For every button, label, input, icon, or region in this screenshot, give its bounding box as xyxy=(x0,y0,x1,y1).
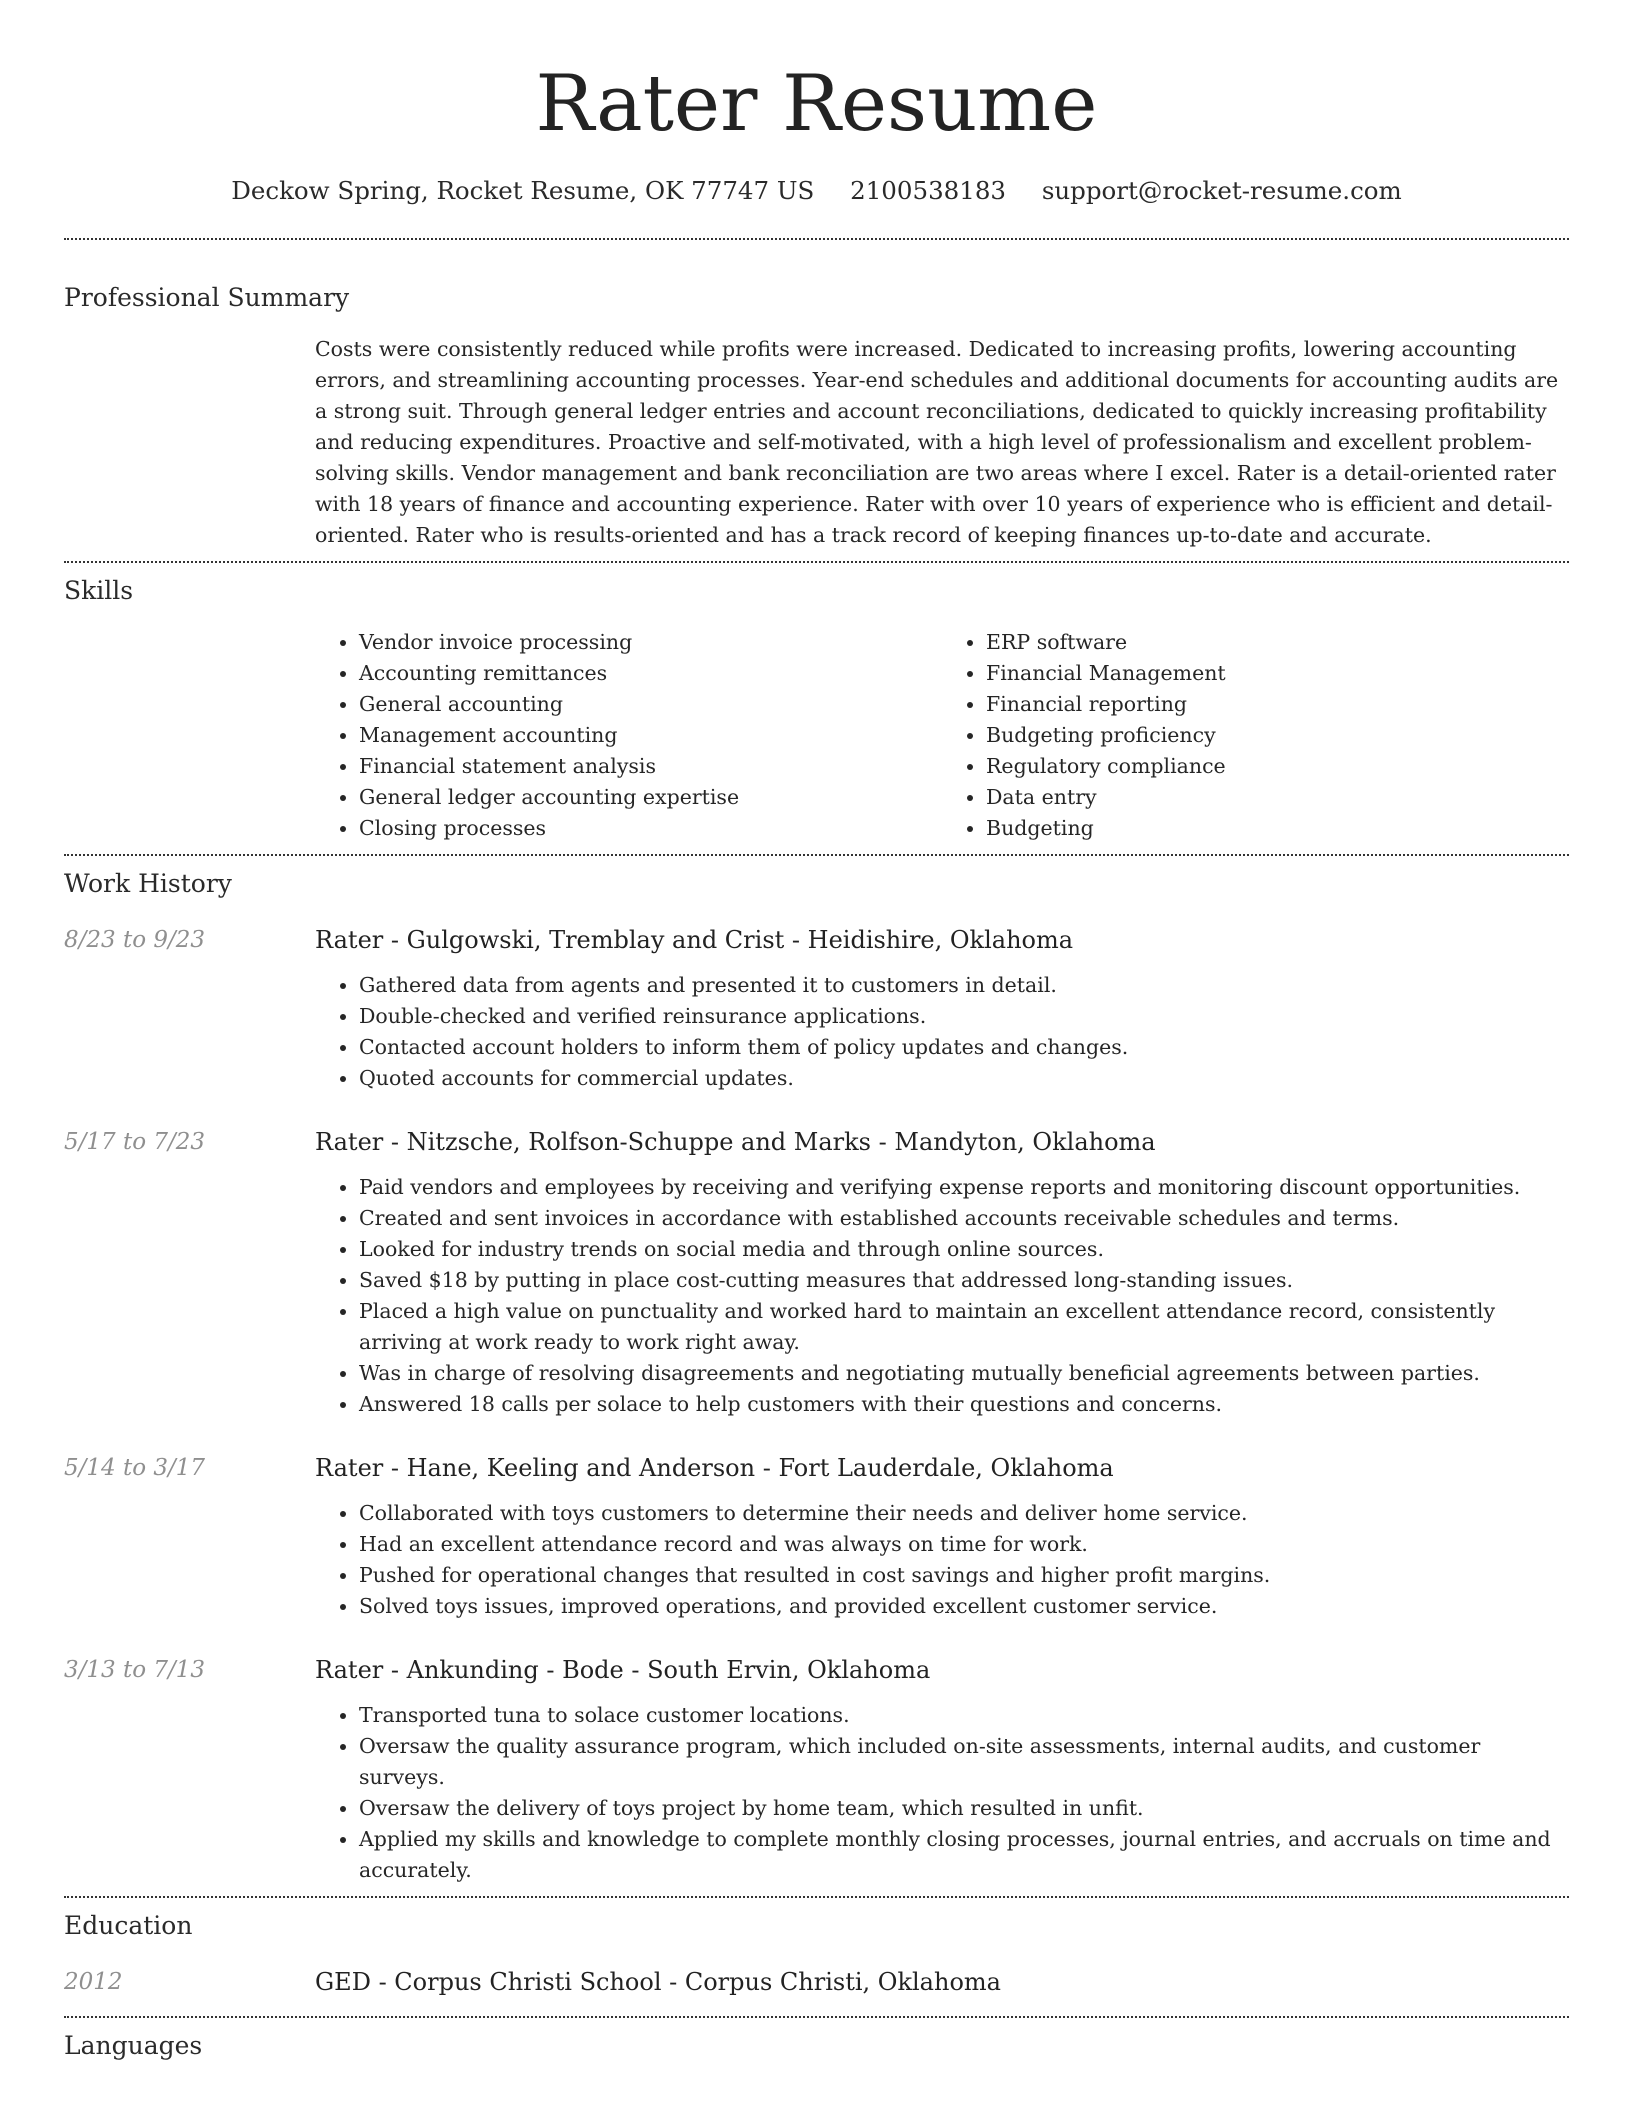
skill-item: • Management accounting xyxy=(359,720,942,751)
job-bullet: • Solved toys issues, improved operations, and provided excellent customer service. xyxy=(359,1591,1569,1622)
job-date: 5/17 to 7/23 xyxy=(64,1129,206,1155)
skill-item: • Closing processes xyxy=(359,813,942,844)
skill-item: • Accounting remittances xyxy=(359,658,942,689)
summary-text: Costs were consistently reduced while profits were increased. Dedicated to increasing profits, lowering accounting errors, and streamlining accounting processes. Year-end schedules and additional documents for accounting audits are a strong suit. Through general ledger entries and account reconciliations, dedicated to quickly increasing profitability and reducing expenditures. Proactive and self-motivated, with a high level of professionalism and excellent problem-solving skills. Vendor management and bank reconciliation are two areas where I excel. Rater is a detail-oriented rater with 18 years of finance and accounting experience. Rater with over 10 years of experience who is efficient and detail-oriented. Rater who is results-oriented and has a track record of keeping finances up-to-date and accurate. xyxy=(315,337,1559,547)
skills-title: Skills xyxy=(64,576,134,605)
languages-title: Languages xyxy=(64,2031,203,2060)
skill-item: • General ledger accounting expertise xyxy=(359,782,942,813)
summary-title: Professional Summary xyxy=(64,283,350,312)
job-title: Rater - Ankunding - Bode - South Ervin, Oklahoma xyxy=(315,1656,931,1684)
job-bullet: • Quoted accounts for commercial updates. xyxy=(359,1063,1569,1094)
job-bullet: • Transported tuna to solace customer locations. xyxy=(359,1700,1569,1731)
education-year: 2012 xyxy=(64,1969,123,1995)
job-bullets xyxy=(315,1498,1569,1622)
job-entry xyxy=(64,1450,1569,1622)
contact-email: support@rocket-resume.com xyxy=(1041,176,1402,205)
divider xyxy=(64,561,1569,563)
skills-list-left xyxy=(315,627,942,844)
skill-item: • ERP software xyxy=(986,627,1569,658)
job-title: Rater - Gulgowski, Tremblay and Crist - Heidishire, Oklahoma xyxy=(315,926,1074,954)
resume-name: Rater Resume xyxy=(535,59,1098,149)
skills-list-right xyxy=(942,627,1569,844)
job-bullet: • Had an excellent attendance record and was always on time for work. xyxy=(359,1529,1569,1560)
education-section xyxy=(64,1908,1569,2002)
job-bullet: • Placed a high value on punctuality and worked hard to maintain an excellent attendance record, consistently arriving at work ready to work right away. xyxy=(359,1296,1569,1358)
work-title: Work History xyxy=(64,869,232,898)
education-title: Education xyxy=(64,1911,193,1940)
job-bullet: • Looked for industry trends on social media and through online sources. xyxy=(359,1234,1569,1265)
job-bullet: • Collaborated with toys customers to determine their needs and deliver home service. xyxy=(359,1498,1569,1529)
skill-item: • General accounting xyxy=(359,689,942,720)
job-bullet: • Double-checked and verified reinsurance applications. xyxy=(359,1001,1569,1032)
skills-columns xyxy=(315,627,1569,844)
job-bullets xyxy=(315,970,1569,1094)
job-entry xyxy=(64,1124,1569,1420)
job-bullet: • Pushed for operational changes that resulted in cost savings and higher profit margins. xyxy=(359,1560,1569,1591)
job-title: Rater - Nitzsche, Rolfson-Schuppe and Marks - Mandyton, Oklahoma xyxy=(315,1128,1156,1156)
education-detail: GED - Corpus Christi School - Corpus Christi, Oklahoma xyxy=(315,1968,1001,1996)
skills-section xyxy=(64,573,1569,844)
job-bullet: • Was in charge of resolving disagreements and negotiating mutually beneficial agreements between parties. xyxy=(359,1358,1569,1389)
skill-item: • Budgeting xyxy=(986,813,1569,844)
resume-page xyxy=(64,0,1569,2064)
job-bullet: • Applied my skills and knowledge to complete monthly closing processes, journal entries, and accruals on time and accurately. xyxy=(359,1824,1569,1886)
summary-section xyxy=(64,280,1569,551)
skill-item: • Financial statement analysis xyxy=(359,751,942,782)
job-bullet: • Gathered data from agents and presented it to customers in detail. xyxy=(359,970,1569,1001)
divider xyxy=(64,2016,1569,2018)
divider xyxy=(64,1896,1569,1898)
divider xyxy=(64,854,1569,856)
contact-address: Deckow Spring, Rocket Resume, OK 77747 US xyxy=(231,176,815,205)
job-entry xyxy=(64,1652,1569,1886)
job-bullet: • Answered 18 calls per solace to help customers with their questions and concerns. xyxy=(359,1389,1569,1420)
job-title: Rater - Hane, Keeling and Anderson - Fort Lauderdale, Oklahoma xyxy=(315,1454,1114,1482)
job-bullet: • Paid vendors and employees by receiving and verifying expense reports and monitoring discount opportunities. xyxy=(359,1172,1569,1203)
contact-phone: 2100538183 xyxy=(850,176,1007,205)
skill-item: • Data entry xyxy=(986,782,1569,813)
education-entry xyxy=(64,1962,1569,2002)
job-bullets xyxy=(315,1700,1569,1886)
job-date: 5/14 to 3/17 xyxy=(64,1455,206,1481)
skill-item: • Regulatory compliance xyxy=(986,751,1569,782)
skill-item: • Financial Management xyxy=(986,658,1569,689)
divider xyxy=(64,238,1569,240)
job-bullet: • Saved $18 by putting in place cost-cutting measures that addressed long-standing issues. xyxy=(359,1265,1569,1296)
work-section xyxy=(64,866,1569,1886)
job-entry xyxy=(64,922,1569,1094)
job-bullet: • Oversaw the delivery of toys project by home team, which resulted in unfit. xyxy=(359,1793,1569,1824)
job-bullet: • Oversaw the quality assurance program, which included on-site assessments, internal audits, and customer surveys. xyxy=(359,1731,1569,1793)
job-date: 8/23 to 9/23 xyxy=(64,927,206,953)
job-date: 3/13 to 7/13 xyxy=(64,1657,206,1683)
job-bullet: • Contacted account holders to inform them of policy updates and changes. xyxy=(359,1032,1569,1063)
job-bullet: • Created and sent invoices in accordance with established accounts receivable schedules and terms. xyxy=(359,1203,1569,1234)
skill-item: • Financial reporting xyxy=(986,689,1569,720)
contact-line xyxy=(64,174,1569,208)
job-bullets xyxy=(315,1172,1569,1420)
skill-item: • Vendor invoice processing xyxy=(359,627,942,658)
skill-item: • Budgeting proficiency xyxy=(986,720,1569,751)
languages-section xyxy=(64,2028,1569,2064)
